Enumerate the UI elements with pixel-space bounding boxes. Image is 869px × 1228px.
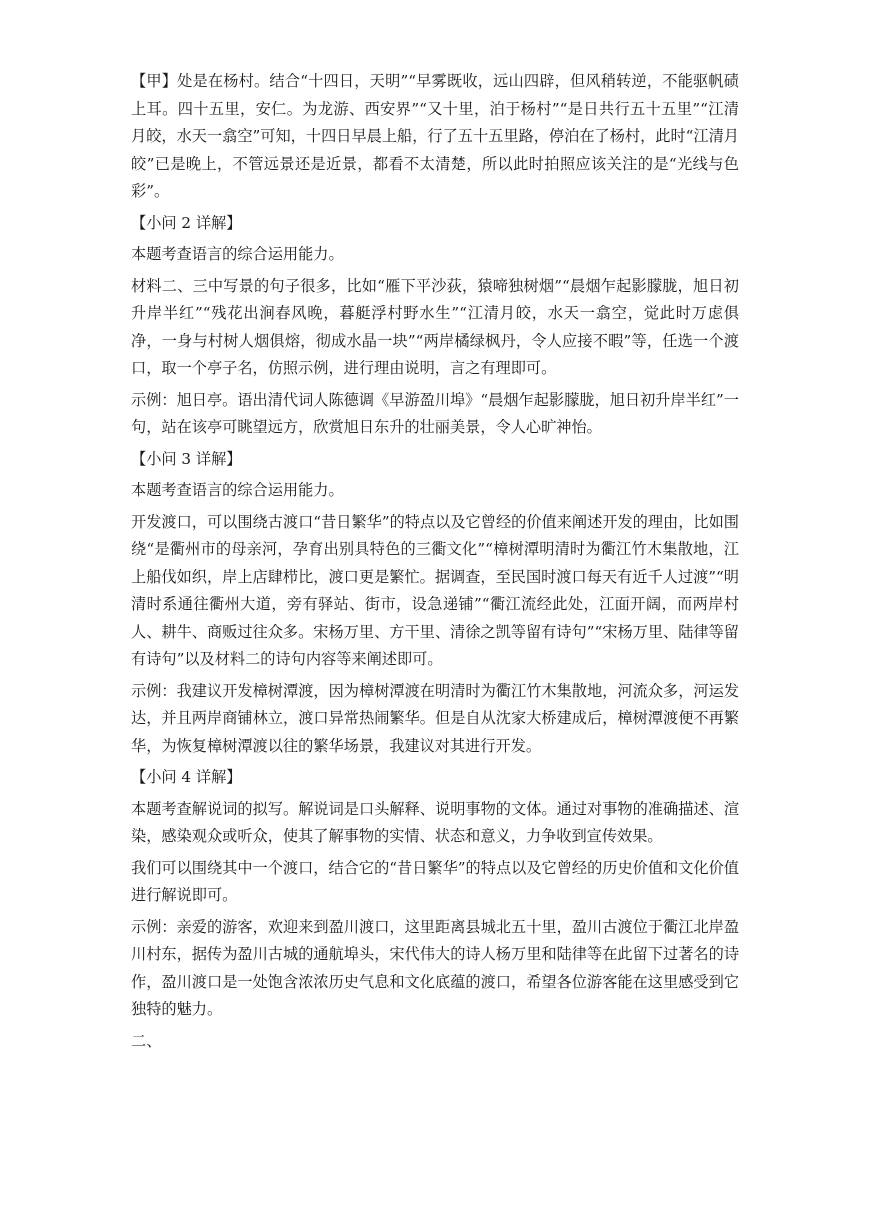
paragraph-q4-intro: 本题考查解说词的拟写。解说词是口头解释、说明事物的文体。通过对事物的准确描述、渲染，感染观众或听众，使其了解事物的实情、状态和意义，力争收到宣传效果。 bbox=[131, 799, 739, 845]
paragraph-q4-analysis: 我们可以围绕其中一个渡口，结合它的“昔日繁华”的特点以及它曾经的历史价值和文化价值进行解说即可。 bbox=[131, 858, 739, 904]
paragraph-q2-example: 示例：旭日亭。语出清代词人陈德调《早游盈川埠》“晨烟乍起影朦胧，旭日初升岸半红”一句，站在该亭可眺望远方，欣赏旭日东升的壮丽美景，令人心旷神怡。 bbox=[131, 390, 739, 436]
heading-question-4: 【小问 4 详解】 bbox=[131, 768, 242, 786]
paragraph-q3-analysis: 开发渡口，可以围绕古渡口“昔日繁华”的特点以及它曾经的价值来阐述开发的理由，比如围绕“是衢州市的母亲河，孕育出别具特色的三衢文化”“樟树潭明清时为衢江竹木集散地，江上船伐如织，岸上店肆栉比，渡口更是繁忙。据调查，至民国时渡口每天有近千人过渡”“明清时系通往衢州大道，旁有驿站、街市，设急递铺”“衢江流经此处，江面开阔，而两岸村人、耕牛、商贩过往众多。宋杨万里、方干里、清徐之凯等留有诗句”“宋杨万里、陆律等留有诗句”以及材料二的诗句内容等来阐述即可。 bbox=[131, 512, 739, 668]
paragraph-q4-example: 示例：亲爱的游客，欢迎来到盈川渡口，这里距离县城北五十里，盈川古渡位于衢江北岸盈川村东，据传为盈川古城的通航埠头，宋代伟大的诗人杨万里和陆律等在此留下过著名的诗作，盈川渡口是一处饱含浓浓历史气息和文化底蕴的渡口，希望各位游客能在这里感受到它独特的魅力。 bbox=[131, 917, 739, 1018]
paragraph-jia-explanation: 【甲】处是在杨村。结合“十四日，天明”“早雾既收，远山四辟，但风稍转逆，不能驱帆碛上耳。四十五里，安仁。为龙游、西安界”“又十里，泊于杨村”“是日共行五十五里”“江清月皎，水天一翕空”可知，十四日早晨上船，行了五十五里路，停泊在了杨村，此时“江清月皎”已是晚上，不管远景还是近景，都看不太清楚，所以此时拍照应该关注的是“光线与色彩”。 bbox=[131, 72, 739, 200]
paragraph-q3-intro: 本题考查语言的综合运用能力。 bbox=[131, 481, 344, 499]
paragraph-q2-analysis: 材料二、三中写景的句子很多，比如“雁下平沙荻，猿啼独树烟”“晨烟乍起影朦胧，旭日初升岸半红”“残花出涧春风晚，暮艇浮村野水生”“江清月皎，水天一翕空，觉此时万虑俱净，一身与村树人烟俱熔，彻成水晶一块”“两岸橘绿枫丹，令人应接不暇”等，任选一个渡口，取一个亭子名，仿照示例，进行理由说明，言之有理即可。 bbox=[131, 276, 739, 377]
paragraph-q2-intro: 本题考查语言的综合运用能力。 bbox=[131, 245, 344, 263]
heading-question-2: 【小问 2 详解】 bbox=[131, 213, 242, 232]
section-two-marker: 二、 bbox=[131, 1031, 162, 1050]
document-body bbox=[131, 68, 739, 1059]
paragraph-q3-example: 示例：我建议开发樟树潭渡，因为樟树潭渡在明清时为衢江竹木集散地，河流众多，河运发达，并且两岸商铺林立，渡口异常热闹繁华。但是自从沈家大桥建成后，樟树潭渡便不再繁华，为恢复樟树潭渡以往的繁华场景，我建议对其进行开发。 bbox=[131, 681, 739, 755]
heading-question-3: 【小问 3 详解】 bbox=[131, 449, 242, 468]
